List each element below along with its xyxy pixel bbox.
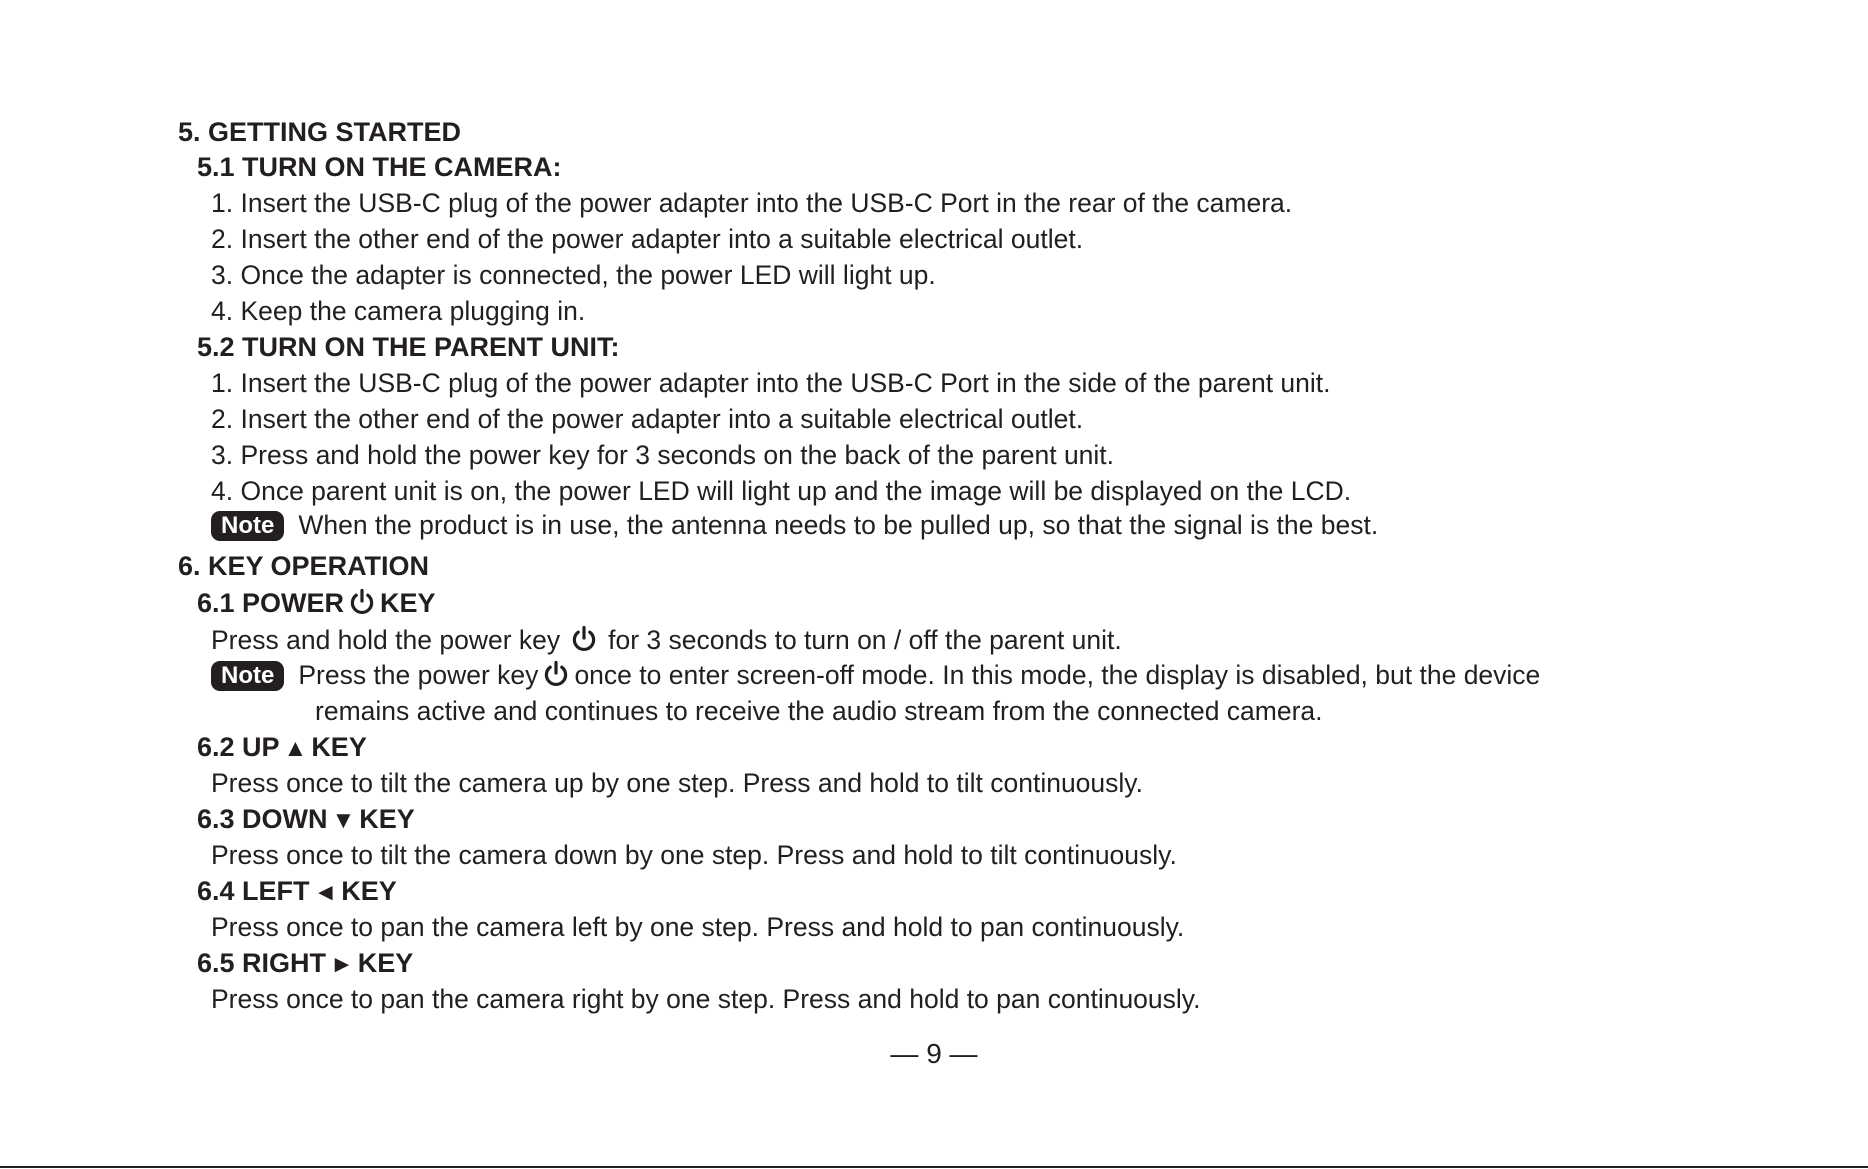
section-6-4-title: 6.4 LEFT	[197, 876, 310, 906]
section-5-1-item-1: 1. Insert the USB-C plug of the power adapter into the USB-C Port in the rear of the camera.	[211, 188, 1293, 218]
section-5-2-item-1: 1. Insert the USB-C plug of the power adapter into the USB-C Port in the side of the parent unit.	[211, 368, 1331, 398]
section-5-1-heading: 5.1 TURN ON THE CAMERA:	[197, 152, 562, 182]
section-5-2-note	[211, 511, 1378, 541]
section-6-3-key-label: KEY	[359, 804, 415, 834]
section-6-3-title: 6.3 DOWN	[197, 804, 328, 834]
section-6-4-heading	[197, 878, 397, 905]
section-6-1-key-label: KEY	[380, 588, 436, 618]
note-badge: Note	[211, 511, 284, 541]
section-6-3-text: Press once to tilt the camera down by one step. Press and hold to tilt continuously.	[211, 840, 1177, 870]
section-6-4-text: Press once to pan the camera left by one step. Press and hold to pan continuously.	[211, 912, 1185, 942]
section-5-1-item-3: 3. Once the adapter is connected, the power LED will light up.	[211, 260, 936, 290]
section-6-1-title: 6.1 POWER	[197, 588, 345, 618]
section-6-2-text: Press once to tilt the camera up by one step. Press and hold to tilt continuously.	[211, 768, 1143, 798]
section-5-2-item-4: 4. Once parent unit is on, the power LED will light up and the image will be displayed on the LCD.	[211, 476, 1352, 506]
page-number: — 9 —	[890, 1038, 978, 1069]
power-icon	[542, 660, 570, 688]
right-arrow-icon: ►	[330, 951, 354, 978]
section-5-1-item-4: 4. Keep the camera plugging in.	[211, 296, 586, 326]
note-text-a: Press the power key	[298, 660, 539, 690]
section-5-2-item-2: 2. Insert the other end of the power adapter into a suitable electrical outlet.	[211, 404, 1084, 434]
section-6-2-heading	[197, 734, 367, 761]
note-badge: Note	[211, 661, 284, 691]
section-5-heading: 5. GETTING STARTED	[178, 117, 462, 147]
left-arrow-icon: ◄	[313, 879, 338, 906]
section-6-2-title: 6.2 UP	[197, 732, 280, 762]
section-6-5-text: Press once to pan the camera right by one step. Press and hold to pan continuously.	[211, 984, 1201, 1014]
section-6-1-note-continued: remains active and continues to receive the audio stream from the connected camera.	[315, 696, 1323, 726]
section-6-4-key-label: KEY	[341, 876, 397, 906]
down-arrow-icon: ▼	[331, 807, 356, 834]
section-6-2-key-label: KEY	[311, 732, 367, 762]
power-icon	[348, 588, 376, 616]
section-6-5-heading	[197, 950, 413, 977]
note-text: When the product is in use, the antenna needs to be pulled up, so that the signal is the best.	[298, 510, 1379, 540]
section-5-2-heading: 5.2 TURN ON THE PARENT UNIT:	[197, 332, 620, 362]
section-6-1-text-b: for 3 seconds to turn on / off the parent unit.	[608, 625, 1122, 655]
section-5-2-item-3: 3. Press and hold the power key for 3 seconds on the back of the parent unit.	[211, 440, 1115, 470]
section-6-5-key-label: KEY	[357, 948, 414, 978]
power-icon	[570, 625, 598, 653]
up-arrow-icon: ▲	[283, 735, 308, 762]
section-6-1-heading	[197, 588, 436, 617]
note-text-b: once to enter screen-off mode. In this mode, the display is disabled, but the device	[574, 660, 1541, 690]
section-6-1-text-a: Press and hold the power key	[211, 625, 561, 655]
bottom-divider	[0, 1166, 1868, 1168]
section-5-1-item-2: 2. Insert the other end of the power adapter into a suitable electrical outlet.	[211, 224, 1084, 254]
section-6-3-heading	[197, 806, 415, 833]
section-6-1-note	[211, 660, 1540, 691]
section-6-5-title: 6.5 RIGHT	[197, 948, 327, 978]
section-6-heading: 6. KEY OPERATION	[178, 551, 430, 581]
section-6-1-text	[211, 625, 1122, 654]
